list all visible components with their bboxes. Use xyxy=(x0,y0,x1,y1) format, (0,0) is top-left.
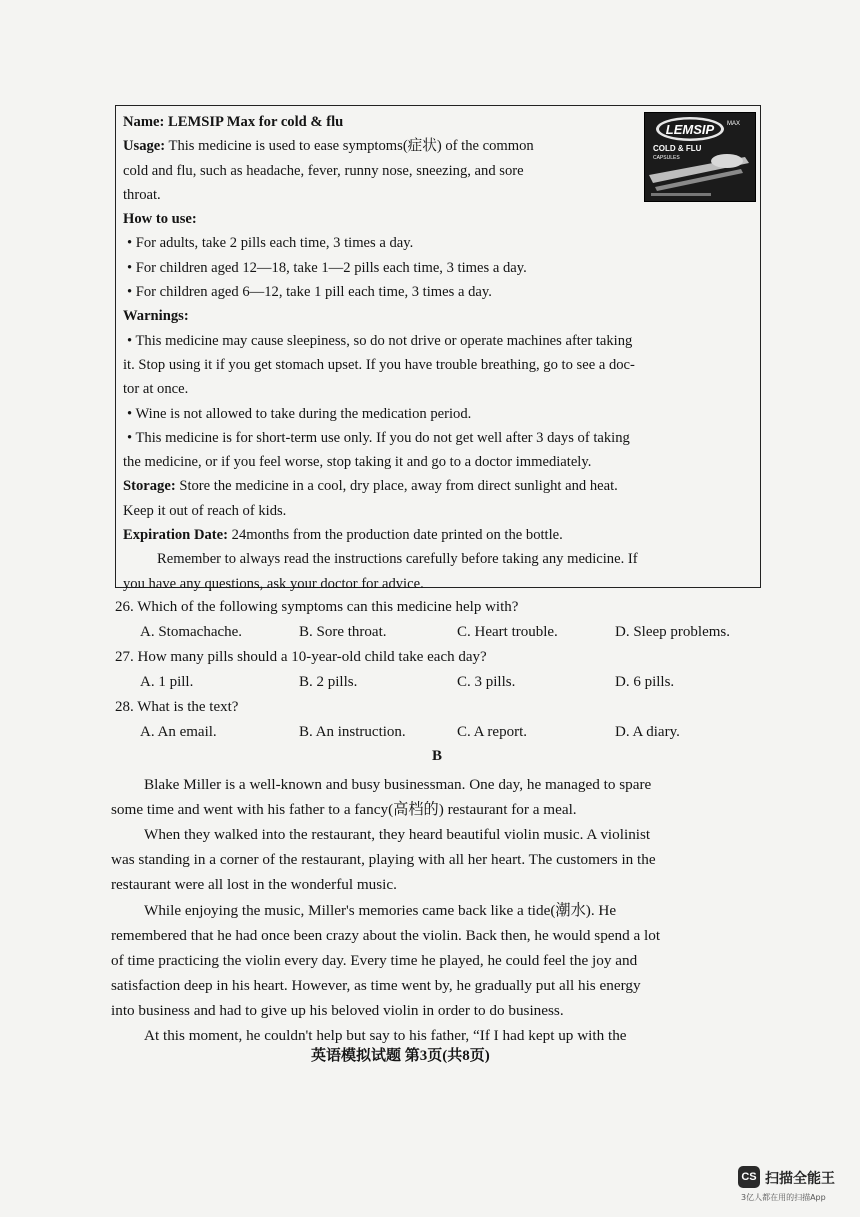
question-28-option-a: A. An email. xyxy=(140,724,217,740)
question-27-option-a: A. 1 pill. xyxy=(140,674,194,690)
storage-line-1 xyxy=(123,474,757,498)
question-26-option-b: B. Sore throat. xyxy=(299,624,387,640)
storage-label: Storage: xyxy=(123,478,176,495)
warning-line-3: tor at once. xyxy=(123,381,189,398)
question-27-stem: 27. How many pills should a 10-year-old child take each day? xyxy=(115,649,487,665)
page-footer: 英语模拟试题 第3页(共8页) xyxy=(311,1048,490,1064)
expiration-text: 24months from the production date printed on the bottle. xyxy=(228,527,563,544)
paragraph-2-line-1: When they walked into the restaurant, they heard beautiful violin music. A violinist xyxy=(144,826,651,843)
package-brand-text: LEMSIP xyxy=(665,122,715,137)
usage-line-3: throat. xyxy=(123,186,161,203)
how-item-adults: • For adults, take 2 pills each time, 3 times a day. xyxy=(127,235,414,252)
warnings-heading: Warnings: xyxy=(123,308,189,325)
reminder-line-1: Remember to always read the instructions carefully before taking any medicine. If xyxy=(157,551,638,568)
watermark-app-name: 扫描全能王 xyxy=(765,1171,835,1187)
paragraph-3-line-4: satisfaction deep in his heart. However, as time went by, he gradually put all his energy xyxy=(111,977,641,994)
question-28-option-b: B. An instruction. xyxy=(299,724,406,740)
paragraph-3-line-2: remembered that he had once been crazy about the violin. Back then, he would spend a lot xyxy=(111,927,661,944)
package-product-text: COLD & FLU xyxy=(653,144,702,153)
paragraph-1-line-2: some time and went with his father to a fancy(高档的) restaurant for a meal. xyxy=(111,801,577,818)
warning-line-2: it. Stop using it if you get stomach upset. If you have trouble breathing, go to see a doc- xyxy=(123,356,635,373)
medicine-notice-box xyxy=(115,105,761,592)
usage-line-2: cold and flu, such as headache, fever, runny nose, sneezing, and sore xyxy=(123,162,524,179)
name-label: Name: xyxy=(123,114,165,130)
question-27-option-c: C. 3 pills. xyxy=(457,674,516,690)
how-item-children-12-18: • For children aged 12—18, take 1—2 pills each time, 3 times a day. xyxy=(127,259,527,276)
usage-label: Usage: xyxy=(123,138,166,155)
package-form-text: CAPSULES xyxy=(653,155,680,161)
warning-line-4: • Wine is not allowed to take during the medication period. xyxy=(127,405,472,422)
warning-line-5: • This medicine is for short-term use only. If you do not get well after 3 days of taking xyxy=(127,429,630,446)
name-value: LEMSIP Max for cold & flu xyxy=(164,114,344,130)
lemsip-package-image xyxy=(644,112,756,202)
passage-paragraph-3 xyxy=(111,898,767,1023)
section-b-heading: B xyxy=(432,748,443,764)
reminder-line-2: you have any questions, ask your doctor for advice. xyxy=(123,575,424,592)
paragraph-3-line-1: While enjoying the music, Miller's memories came back like a tide(潮水). He xyxy=(144,902,617,919)
watermark-tagline: 3亿人都在用的扫描App xyxy=(741,1193,826,1202)
expiration-label: Expiration Date: xyxy=(123,527,228,544)
question-26-option-c: C. Heart trouble. xyxy=(457,624,558,640)
paragraph-3-line-5: into business and had to give up his beloved violin in order to do business. xyxy=(111,1002,564,1019)
paragraph-2-line-3: restaurant were all lost in the wonderful music. xyxy=(111,876,397,893)
usage-line-1 xyxy=(123,134,637,158)
storage-text: Store the medicine in a cool, dry place, away from direct sunlight and heat. xyxy=(175,478,618,495)
package-max-text: MAX xyxy=(727,121,741,127)
storage-line-2: Keep it out of reach of kids. xyxy=(123,502,287,519)
warning-line-1: • This medicine may cause sleepiness, so do not drive or operate machines after taking xyxy=(127,332,633,349)
passage-paragraph-2 xyxy=(111,822,767,897)
question-28-option-d: D. A diary. xyxy=(615,724,680,740)
paragraph-3-line-3: of time practicing the violin every day. Every time he played, he could feel the joy and xyxy=(111,952,638,969)
question-28-option-c: C. A report. xyxy=(457,724,527,740)
passage-paragraph-1 xyxy=(111,772,767,822)
name-line xyxy=(123,110,637,134)
warning-line-6: the medicine, or if you feel worse, stop taking it and go to a doctor immediately. xyxy=(123,454,592,471)
paragraph-2-line-2: was standing in a corner of the restaurant, playing with all her heart. The customers in the xyxy=(111,851,656,868)
usage-text: This medicine is used to ease symptoms(症状) of the common xyxy=(165,138,534,155)
camscanner-logo-icon: CS xyxy=(738,1166,760,1188)
question-28-stem: 28. What is the text? xyxy=(115,699,239,715)
paragraph-1-line-1: Blake Miller is a well-known and busy businessman. One day, he managed to spare xyxy=(144,776,652,793)
how-item-children-6-12: • For children aged 6—12, take 1 pill each time, 3 times a day. xyxy=(127,284,492,301)
question-27-option-b: B. 2 pills. xyxy=(299,674,358,690)
paragraph-4-line-1: At this moment, he couldn't help but say to his father, “If I had kept up with the xyxy=(144,1027,627,1044)
question-27-option-d: D. 6 pills. xyxy=(615,674,675,690)
expiration-line xyxy=(123,523,757,547)
question-26-option-a: A. Stomachache. xyxy=(140,624,243,640)
how-to-use-heading: How to use: xyxy=(123,211,197,228)
question-26-stem: 26. Which of the following symptoms can this medicine help with? xyxy=(115,599,519,615)
question-26-option-d: D. Sleep problems. xyxy=(615,624,730,640)
